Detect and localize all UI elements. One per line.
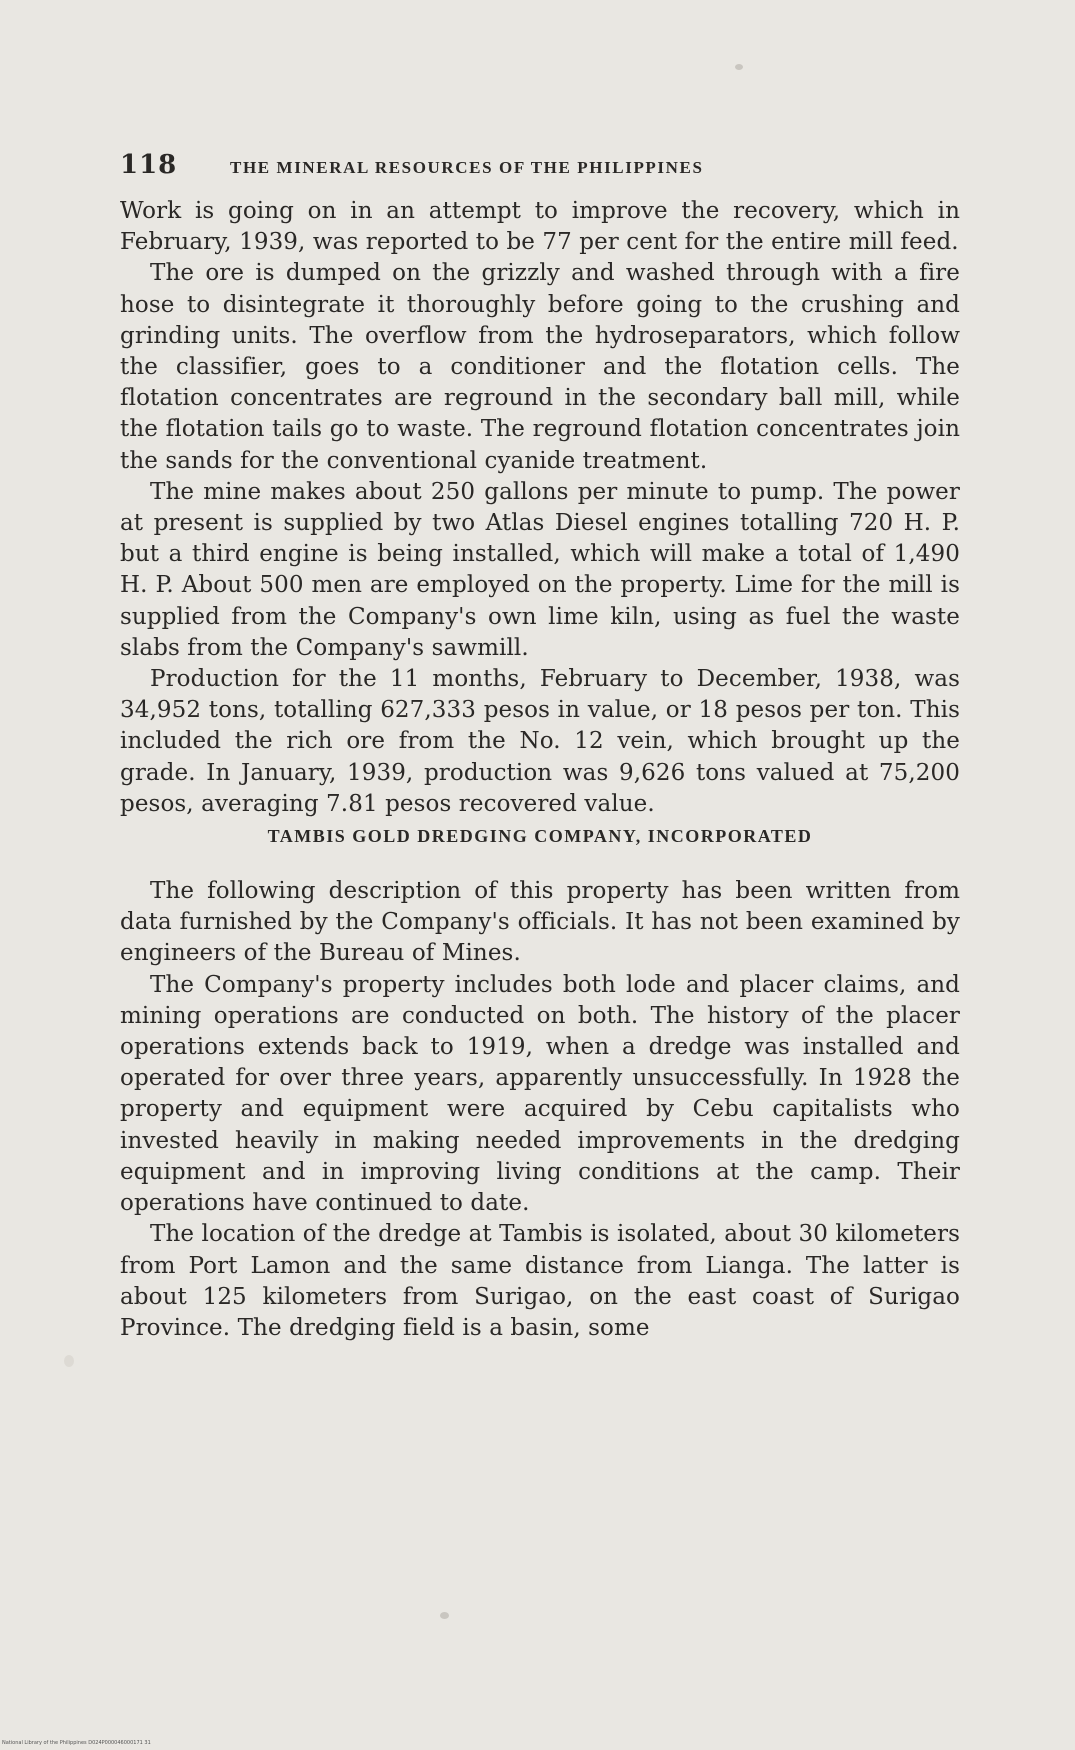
- paragraph: The Company's property includes both lode and placer claims, and mining operations are conducted on both. The history of the placer operations extends back to 1919, when a dredge was installed and operated for over three years, apparently unsuccessfully. In 1928 the property and equipment were acquired by Cebu capitalists who invested heavily in making needed improvements in the dredging equipment and in improving living conditions at the camp. Their operations have continued to date.: [120, 971, 960, 1217]
- paper-speck: [735, 64, 743, 70]
- paragraph: The mine makes about 250 gallons per minute to pump. The power at present is supplied by two Atlas Diesel engines totalling 720 H. P. but a third engine is being installed, which will make a total of 1,490 H. P. About 500 men are employed on the property. Lime for the mill is supplied from the Company's own lime kiln, using as fuel the waste slabs from the Company's sawmill.: [120, 478, 960, 661]
- paragraph: The location of the dredge at Tambis is isolated, about 30 kilometers from Port Lamon and the same distance from Lianga. The latter is about 125 kilometers from Surigao, on the east coast of Surigao Province. The dredging field is a basin, some: [120, 1221, 960, 1341]
- paper-speck: [440, 1612, 449, 1619]
- running-title: THE MINERAL RESOURCES OF THE PHILIPPINES: [230, 158, 704, 177]
- section-heading: TAMBIS GOLD DREDGING COMPANY, INCORPORATED: [267, 826, 813, 847]
- paragraph: The ore is dumped on the grizzly and washed through with a fire hose to disintegrate it thoroughly before going to the crushing and grinding units. The overflow from the hydroseparators, which follow the classifier, goes to a conditioner and the flotation cells. The flotation concentrates are reground in the secondary ball mill, while the flotation tails go to waste. The reground flotation concentrates join the sands for the conventional cyanide treatment.: [120, 260, 960, 474]
- paragraph: Work is going on in an attempt to improve the recovery, which in February, 1939, was reported to be 77 per cent for the entire mill feed.: [120, 198, 960, 256]
- page-number: 118: [120, 150, 178, 180]
- page-content: [120, 150, 960, 1344]
- paragraph: The following description of this property has been written from data furnished by the Company's officials. It has not been examined by engineers of the Bureau of Mines.: [120, 878, 960, 967]
- library-footer: National Library of the Philippines D024P000046000171 31: [2, 1740, 151, 1746]
- running-head: [120, 150, 960, 190]
- paragraph: Production for the 11 months, February to December, 1938, was 34,952 tons, totalling 627,333 pesos in value, or 18 pesos per ton. This included the rich ore from the No. 12 vein, which brought up the grade. In January, 1939, production was 9,626 tons valued at 75,200 pesos, averaging 7.81 pesos recovered value.: [120, 666, 960, 817]
- paper-speck: [64, 1355, 74, 1367]
